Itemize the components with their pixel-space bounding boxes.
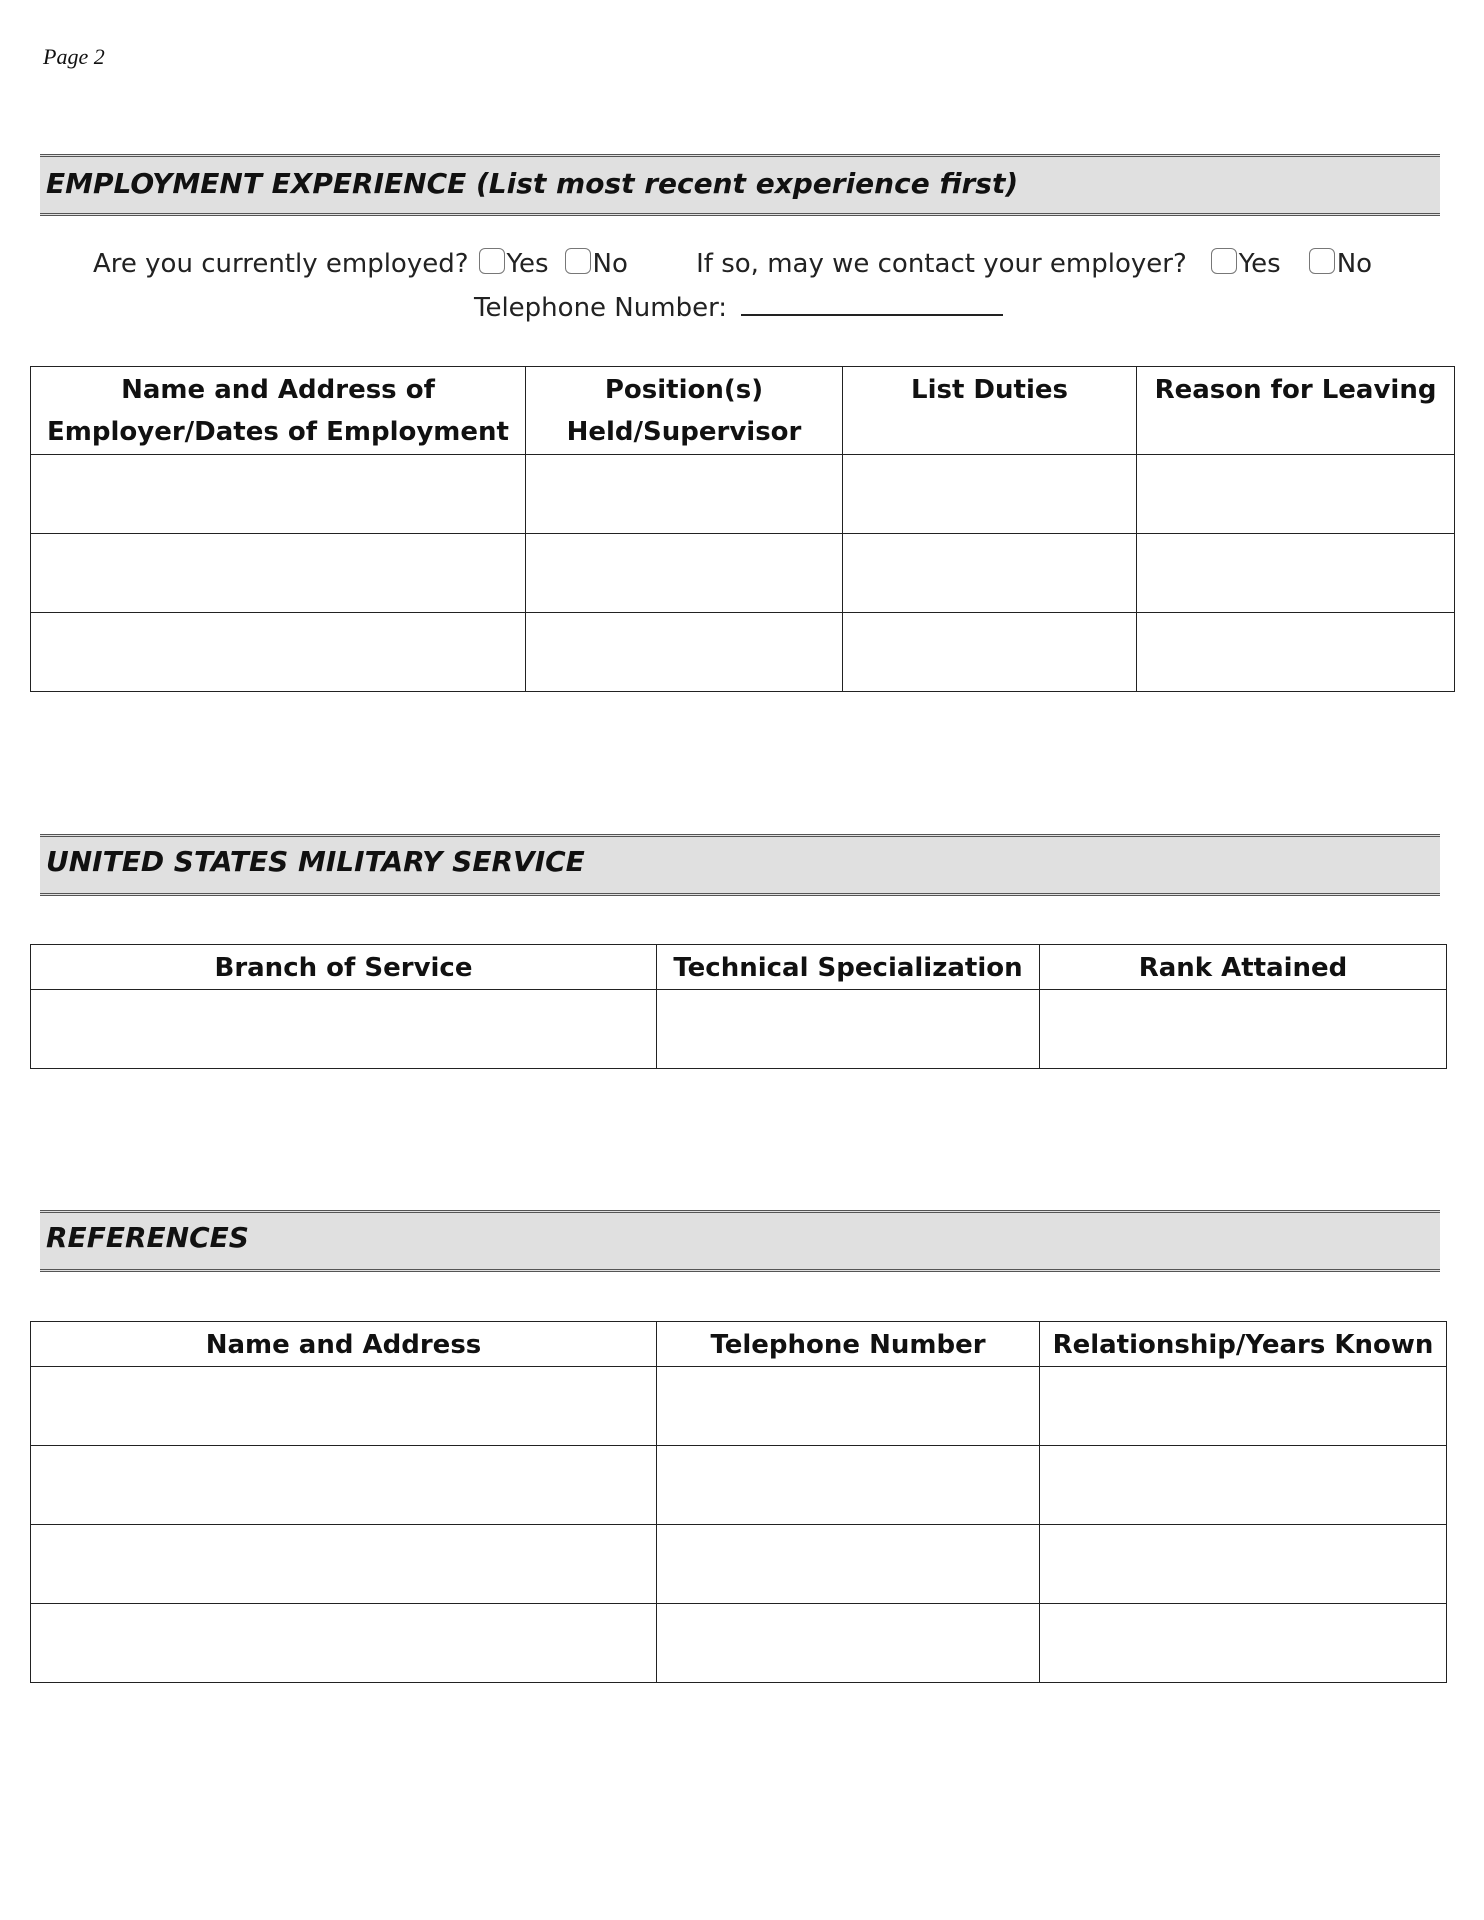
contact-employer-question: If so, may we contact your employer? xyxy=(696,249,1187,279)
employment-col-position: Position(s) Held/Supervisor xyxy=(526,367,843,455)
table-cell[interactable] xyxy=(657,990,1040,1069)
contact-no-checkbox[interactable] xyxy=(1309,248,1335,274)
table-row xyxy=(31,1367,1447,1446)
table-cell[interactable] xyxy=(1040,1604,1447,1683)
table-cell[interactable] xyxy=(1040,990,1447,1069)
table-cell[interactable] xyxy=(31,1446,657,1525)
table-row xyxy=(31,613,1455,692)
employment-section-header xyxy=(40,154,1440,216)
references-col-name: Name and Address xyxy=(31,1322,657,1367)
page-number: Page 2 xyxy=(43,44,105,69)
table-cell[interactable] xyxy=(657,1446,1040,1525)
table-cell[interactable] xyxy=(31,1367,657,1446)
contact-yes-label: Yes xyxy=(1238,249,1281,279)
table-cell[interactable] xyxy=(843,613,1137,692)
table-cell[interactable] xyxy=(1137,613,1455,692)
contact-no-label: No xyxy=(1336,249,1373,279)
references-section-header xyxy=(40,1210,1440,1272)
employment-col-reason: Reason for Leaving xyxy=(1137,367,1455,455)
table-cell[interactable] xyxy=(843,455,1137,534)
employed-yes-label: Yes xyxy=(506,249,549,279)
employment-section-title: EMPLOYMENT EXPERIENCE (List most recent experience first) xyxy=(46,167,1019,200)
table-cell[interactable] xyxy=(31,534,526,613)
table-cell[interactable] xyxy=(31,990,657,1069)
table-cell[interactable] xyxy=(31,1604,657,1683)
references-col-relationship: Relationship/Years Known xyxy=(1040,1322,1447,1367)
table-cell[interactable] xyxy=(526,534,843,613)
table-cell[interactable] xyxy=(31,455,526,534)
contact-yes-checkbox[interactable] xyxy=(1211,248,1237,274)
telephone-number-field[interactable] xyxy=(741,292,1003,316)
military-col-branch: Branch of Service xyxy=(31,945,657,990)
military-section-header xyxy=(40,834,1440,896)
employment-questions xyxy=(93,248,1378,279)
table-cell[interactable] xyxy=(843,534,1137,613)
references-section-title: REFERENCES xyxy=(46,1221,249,1254)
telephone-number-label: Telephone Number: xyxy=(474,293,728,323)
table-cell[interactable] xyxy=(1040,1446,1447,1525)
table-cell[interactable] xyxy=(1040,1525,1447,1604)
table-cell[interactable] xyxy=(526,455,843,534)
table-row xyxy=(31,990,1447,1069)
currently-employed-question: Are you currently employed? xyxy=(93,249,469,279)
military-table xyxy=(30,944,1447,1069)
table-cell[interactable] xyxy=(31,613,526,692)
table-row xyxy=(31,1604,1447,1683)
references-col-phone: Telephone Number xyxy=(657,1322,1040,1367)
employed-yes-checkbox[interactable] xyxy=(479,248,505,274)
references-table xyxy=(30,1321,1447,1683)
military-col-rank: Rank Attained xyxy=(1040,945,1447,990)
table-cell[interactable] xyxy=(31,1525,657,1604)
table-cell[interactable] xyxy=(1137,455,1455,534)
table-row xyxy=(31,1525,1447,1604)
employment-table xyxy=(30,366,1455,692)
employment-col-duties: List Duties xyxy=(843,367,1137,455)
telephone-number-line xyxy=(474,292,1003,323)
table-cell[interactable] xyxy=(657,1604,1040,1683)
table-cell[interactable] xyxy=(1040,1367,1447,1446)
military-section-title: UNITED STATES MILITARY SERVICE xyxy=(46,845,585,878)
table-row xyxy=(31,1446,1447,1525)
employment-col-employer: Name and Address of Employer/Dates of Employment xyxy=(31,367,526,455)
table-row xyxy=(31,534,1455,613)
table-cell[interactable] xyxy=(657,1525,1040,1604)
table-cell[interactable] xyxy=(1137,534,1455,613)
military-col-specialization: Technical Specialization xyxy=(657,945,1040,990)
employed-no-checkbox[interactable] xyxy=(565,248,591,274)
table-cell[interactable] xyxy=(526,613,843,692)
table-cell[interactable] xyxy=(657,1367,1040,1446)
employed-no-label: No xyxy=(592,249,628,279)
table-row xyxy=(31,455,1455,534)
